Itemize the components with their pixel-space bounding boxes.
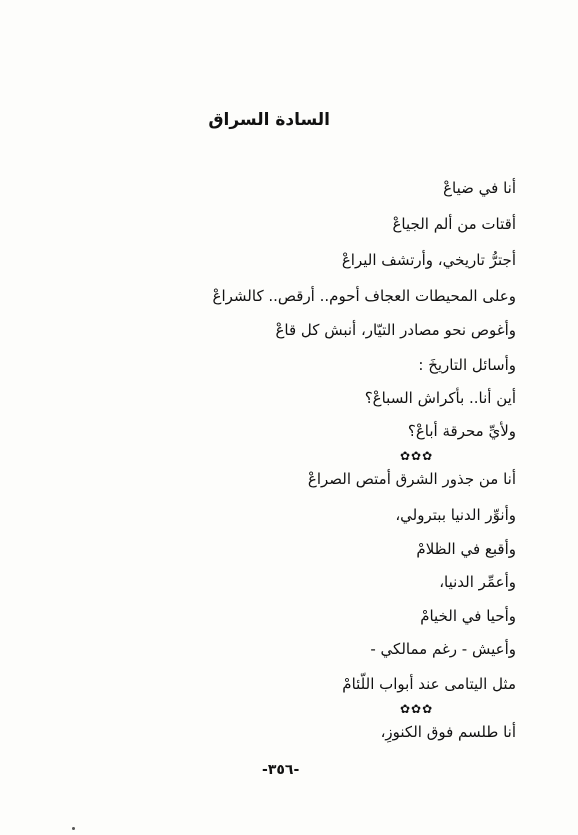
verse-line: أنا طلسم فوق الكنوزِ، [380, 723, 516, 741]
verse-line: ولأيِّ محرقة أباعْ؟ [407, 422, 516, 440]
verse-line: وأقبع في الظلامْ [416, 540, 516, 558]
stanza-separator: ✿✿✿ [400, 449, 434, 463]
verse-line: أين أنا.. بأكراش السباعْ؟ [364, 389, 516, 407]
verse-line: وعلى المحيطات العجاف أحوم.. أرقص.. كالشراعْ [212, 287, 516, 305]
verse-line: أقتات من ألم الجياعْ [392, 215, 516, 233]
verse-line: وأغوص نحو مصادر التيّار، أنبش كل قاعْ [275, 321, 516, 339]
verse-line: وأعمِّر الدنيا، [439, 573, 516, 591]
verse-line: أنا في ضياعْ [443, 179, 516, 197]
verse-line: مثل اليتامى عند أبواب اللّئامْ [342, 675, 516, 693]
verse-line: وأحيا في الخيامْ [420, 607, 516, 625]
poem-title: السادة السراق [208, 110, 330, 130]
scan-speck [72, 827, 75, 830]
stanza-separator: ✿✿✿ [400, 702, 434, 716]
verse-line: وأسائل التاريخَ : [418, 356, 516, 374]
verse-line: وأنوِّر الدنيا ببترولي، [395, 506, 516, 524]
verse-line: وأعيش - رغم ممالكي - [370, 640, 516, 658]
page-number: -٣٥٦- [262, 762, 300, 778]
verse-line: أنا من جذور الشرق أمتص الصراعْ [307, 470, 516, 488]
verse-line: أجترُّ تاريخي، وأرتشف اليراعْ [341, 251, 516, 269]
